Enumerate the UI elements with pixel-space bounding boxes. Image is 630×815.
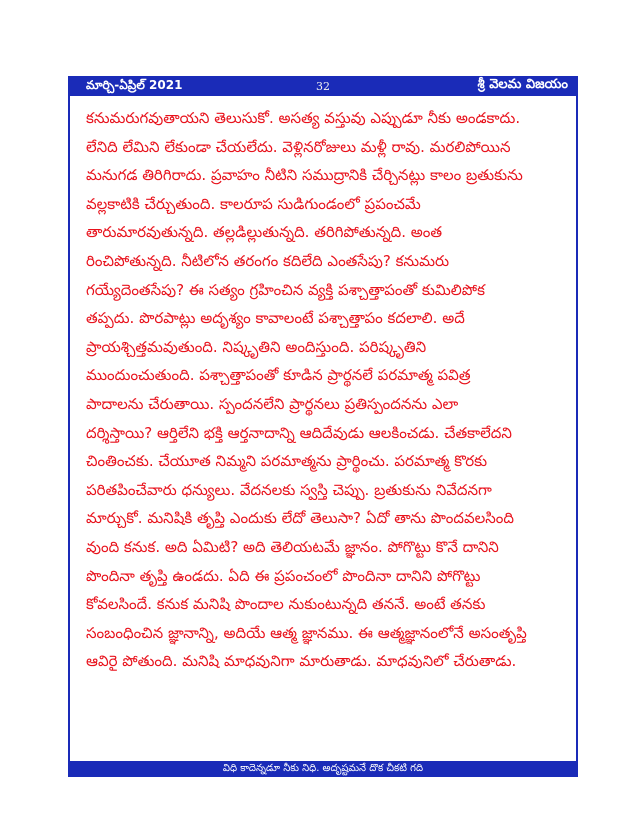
body-line: గయ్యేదెంతసేపు? ఈ సత్యం గ్రహించిన వ్యక్తి పశ్చాత్తాపంతో కుమిలిపోక xyxy=(86,280,485,299)
body-line: సంబంధించిన జ్ఞానాన్ని, అదియే ఆత్మ జ్ఞానము. ఈ ఆత్మజ్ఞానంలోనే అసంతృప్తి xyxy=(86,623,527,642)
body-line: కనుమరుగవుతాయని తెలుసుకో. అసత్య వస్తువు ఎప్పుడూ నీకు అండకాదు. xyxy=(86,109,521,127)
body-line: వల్లకాటికి చేర్చుతుంది. కాలరూప సుడిగుండంలో ప్రపంచమే xyxy=(86,194,421,213)
body-line: వుంది కనుక. అది ఏమిటి? అది తెలియటమే జ్ఞానం. పోగొట్టు కొనే దానిని xyxy=(86,537,499,556)
body-line: లేనిది లేమిని లేకుండా చేయలేదు. వెళ్లినరోజులు మళ్లీ రావు. మరలిపోయిన xyxy=(86,137,511,156)
body-line: రించిపోతున్నది. నీటిలోన తరంగం కదిలేది ఎంతసేపు? కనుమరు xyxy=(86,251,450,270)
body-line: ముందుంచుతుంది. పశ్చాత్తాపంతో కూడిన ప్రార్థనలే పరమాత్మ పవిత్ర xyxy=(86,366,471,385)
body-line: మార్చుకో. మనిషికి తృప్తి ఎందుకు లేదో తెలుసా? ఏదో తాను పొందవలసింది xyxy=(86,509,515,528)
page-number: 32 xyxy=(316,79,330,93)
body-line: పరితపించేవారు ధన్యులు. వేదనలకు స్వస్తి చెప్పు. బ్రతుకును నివేదనగా xyxy=(86,480,492,499)
body-line: చింతించకు. చేయూత నిమ్మని పరమాత్మను ప్రార్థించు. పరమాత్మ కొరకు xyxy=(86,452,488,471)
body-line: ఆవిరై పోతుంది. మనిషి మాధవునిగా మారుతాడు. మాధవునిలో చేరుతాడు. xyxy=(86,652,517,671)
footer-quote: విధి కాదెన్నడూ నీకు నిధి. అదృష్టమనే దొక చీకటి గది xyxy=(222,763,424,774)
body-line: కోవలసిందే. కనుక మనిషి పొందాల నుకుంటున్నది తననే. అంటే తనకు xyxy=(86,595,486,614)
header-bar xyxy=(68,76,578,96)
body-line: పాదాలను చేరుతాయి. స్పందనలేని ప్రార్థనలు ప్రతిస్పందనను ఎలా xyxy=(86,394,459,413)
body-line: తప్పదు. పొరపాట్లు అదృశ్యం కావాలంటే పశ్చాత్తాపం కదలాలి. అదే xyxy=(86,309,465,328)
body-line: పొందినా తృప్తి ఉండదు. ఏది ఈ ప్రపంచంలో పొందినా దానిని పోగొట్టు xyxy=(86,566,481,585)
body-line: తారుమారవుతున్నది. తల్లడిల్లుతున్నది. తరిగిపోతున్నది. అంత xyxy=(86,223,443,242)
footer-bar xyxy=(68,761,578,777)
body-line: మనుగడ తిరిగిరాదు. ప్రవాహం నీటిని సముద్రానికి చేర్చినట్లు కాలం బ్రతుకును xyxy=(86,166,523,185)
body-line: ప్రాయశ్చిత్తమవుతుంది. నిష్కృతిని అందిస్తుంది. పరిష్కృతిని xyxy=(86,337,427,356)
magazine-title: శ్రీ వెలమ విజయం xyxy=(477,77,568,92)
issue-date: మార్చి-ఏప్రిల్ 2021 xyxy=(86,77,183,92)
article-body xyxy=(86,104,570,676)
body-line: దర్శిస్తాయి? ఆర్తిలేని భక్తి ఆర్తనాదాన్ని ఆదిదేవుడు ఆలకించడు. చేతకాలేదని xyxy=(86,423,512,442)
